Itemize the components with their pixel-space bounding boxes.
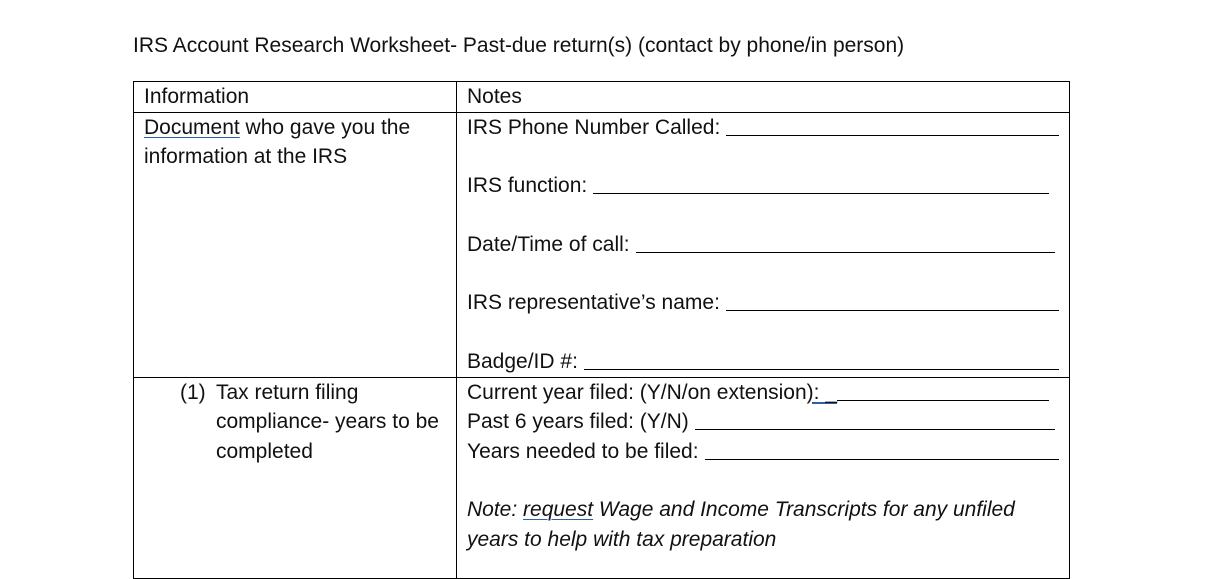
numbered-item: [144, 378, 446, 467]
worksheet-table: [133, 81, 1070, 579]
spellcheck-marked-word: request: [523, 498, 594, 521]
spellcheck-marked-word: Document: [144, 115, 240, 139]
blank-line[interactable]: [726, 309, 1059, 311]
field-date-time-of-call[interactable]: [467, 230, 1059, 260]
info-cell-contact: [134, 112, 457, 377]
spellcheck-marked-text: ): _: [806, 380, 838, 404]
note-prefix: Note:: [467, 498, 524, 521]
item-number: (1): [180, 380, 206, 404]
column-header-information: Information: [134, 82, 457, 113]
field-irs-representative-name[interactable]: [467, 288, 1059, 318]
blank-line[interactable]: [705, 458, 1059, 460]
field-badge-id[interactable]: [467, 347, 1059, 377]
blank-line[interactable]: [593, 192, 1049, 194]
field-current-year-filed[interactable]: [467, 378, 1059, 408]
info-text-contact: who gave you the information at the IRS: [144, 115, 411, 168]
field-label: IRS representative’s name:: [467, 291, 720, 314]
table-row-contact: [134, 112, 1070, 377]
page-title: IRS Account Research Worksheet- Past-due return(s) (contact by phone/in person): [133, 34, 905, 57]
table-header-row: [134, 82, 1070, 113]
field-label: Past 6 years filed: (Y/N): [467, 410, 689, 433]
notes-cell-contact: [457, 112, 1070, 377]
column-header-notes: Notes: [457, 82, 1070, 113]
info-cell-filing: [134, 377, 457, 578]
field-label: IRS Phone Number Called:: [467, 115, 721, 139]
transcript-note: [467, 495, 1059, 555]
item-text: Tax return filing compliance- years to be completed: [216, 380, 439, 463]
blank-line[interactable]: [726, 134, 1059, 136]
note-text: Wage and Income Transcripts for any unfiled years to help with tax preparation: [467, 498, 1015, 551]
blank-line[interactable]: [695, 428, 1055, 430]
notes-cell-filing: [457, 377, 1070, 578]
table-row-filing-compliance: [134, 377, 1070, 578]
field-past-6-years-filed[interactable]: [467, 407, 1059, 437]
field-irs-function[interactable]: [467, 171, 1059, 201]
field-irs-phone-number[interactable]: [467, 113, 1059, 143]
field-label: Years needed to be filed:: [467, 439, 699, 463]
blank-line[interactable]: [584, 368, 1059, 370]
field-years-needed[interactable]: [467, 437, 1059, 467]
field-label: IRS function:: [467, 174, 588, 197]
field-label: Date/Time of call:: [467, 232, 630, 256]
field-label: Badge/ID #:: [467, 349, 578, 373]
field-label: Current year filed: (Y/N/on extension: [467, 380, 807, 404]
blank-line[interactable]: [636, 251, 1055, 253]
blank-line[interactable]: [837, 399, 1049, 401]
